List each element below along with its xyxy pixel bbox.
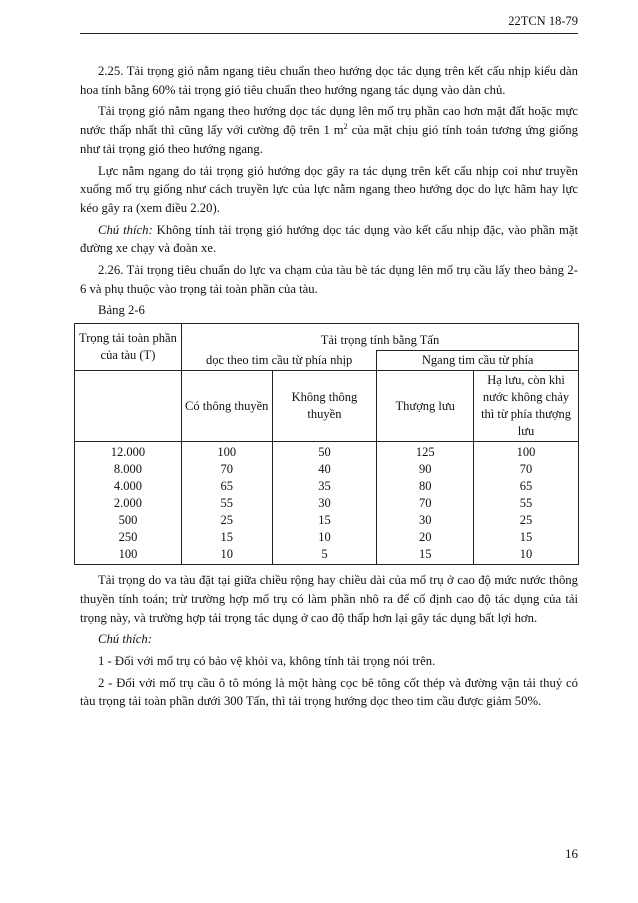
page-content [80, 62, 578, 714]
header-empty [75, 371, 182, 442]
paragraph-horizontal-force: Lực nằm ngang do tải trọng gió hướng dọc gây ra tác dụng trên kết cấu nhịp coi như truyền xuống mố trụ giống như cách truyền lực của lực nằm ngang theo hướng dọc do lực hãm hay lực kéo gây ra (xem điều 2.20). [80, 163, 578, 215]
superscript: 2 [343, 122, 348, 132]
note-label: Chú thích: [98, 632, 152, 647]
table-caption: Bảng 2-6 [98, 303, 145, 318]
table-cell: 70 [519, 462, 533, 477]
text: của mặt chịu gió tính toán tương ứng giống như tải trọng gió theo hướng ngang. [80, 123, 578, 156]
note-item-2: 2 - Đối với mố trụ cầu ô tô móng là một hàng cọc bê tông cốt thép và đường vận tải thuỷ có tàu trọng tải toàn phần dưới 300 Tấn, thì tải trọng hướng dọc theo tim cầu được giảm 50%. [80, 675, 578, 709]
table-cell: 10 [318, 530, 331, 545]
table-cell: 25 [220, 513, 233, 528]
table-cell: 15 [318, 513, 331, 528]
paragraph-2-26: 2.26. Tải trọng tiêu chuẩn do lực va chạm của tàu bè tác dụng lên mố trụ cầu lấy theo bảng 2-6 và phụ thuộc vào trọng tải toàn phần của tàu. [80, 263, 578, 296]
header-rule [80, 33, 578, 34]
header-across-axis: Ngang tim cầu từ phía [377, 351, 579, 371]
table-cell: 250 [118, 530, 138, 545]
paragraph-2-25: 2.25. Tải trọng gió nằm ngang tiêu chuẩn theo hướng dọc tác dụng trên kết cấu nhịp kiểu dàn hoa tính bằng 60% tải trọng gió tiêu chuẩn theo hướng ngang tác dụng vào dàn chủ. [80, 64, 578, 97]
note-label: Chú thích: [98, 222, 153, 237]
table-cell: 15 [418, 547, 432, 562]
column-ship-values [75, 442, 182, 565]
table-cell: 2.000 [113, 496, 143, 511]
column-non-navigable-values [272, 442, 377, 565]
header-navigable: Có thông thuyền [181, 371, 272, 442]
table-cell: 40 [318, 462, 331, 477]
table-cell: 5 [321, 547, 328, 562]
table-cell: 8.000 [113, 462, 143, 477]
table-cell: 90 [418, 462, 432, 477]
header-non-navigable: Không thông thuyền [272, 371, 377, 442]
paragraph-impact-location: Tải trọng do va tàu đặt tại giữa chiều rộng hay chiều dài của mố trụ ở cao độ mức nước thông thuyền tính toán; trừ trường hợp mố trụ có làm phần nhô ra để cố định cao độ tác dụng của tải trọng này, và trường hợp tải trọng tác dụng ở cao độ thấp hơn lại gây tác dụng bất lợi hơn. [80, 573, 578, 625]
column-downstream-values [474, 442, 579, 565]
table-cell: 10 [220, 547, 233, 562]
table-cell: 100 [217, 445, 237, 460]
table-cell: 100 [516, 445, 536, 460]
table-cell: 20 [418, 530, 432, 545]
column-navigable-values [181, 442, 272, 565]
table-cell: 80 [418, 479, 432, 494]
table-2-6 [74, 323, 579, 565]
table-cell: 100 [118, 547, 138, 562]
table-cell: 25 [519, 513, 533, 528]
note-item-1: 1 - Đối với mố trụ có bảo vệ khỏi va, không tính tải trọng nói trên. [98, 653, 436, 668]
table-cell: 65 [220, 479, 233, 494]
table-cell: 10 [519, 547, 533, 562]
table-cell: 15 [519, 530, 533, 545]
note-text: Không tính tải trọng gió hướng dọc tác dụng vào kết cấu nhịp đặc, vào phần mặt đường xe chạy và đoàn xe. [80, 222, 578, 256]
table-cell: 500 [118, 513, 138, 528]
note-heading [80, 630, 578, 649]
table-cell: 125 [415, 445, 435, 460]
paragraph-note-wind [80, 221, 578, 258]
header-downstream: Hạ lưu, còn khi nước không chảy thì từ phía thượng lưu [474, 371, 579, 442]
paragraph-wind-piers [80, 102, 578, 158]
table-cell: 50 [318, 445, 331, 460]
table-cell: 30 [418, 513, 432, 528]
header-along-axis: dọc theo tim cầu từ phía nhịp [181, 351, 376, 371]
document-code: 22TCN 18-79 [508, 14, 578, 28]
table-cell: 12.000 [110, 445, 146, 460]
header-ship-capacity: Trọng tải toàn phần của tàu (T) [75, 324, 182, 371]
page-number: 16 [565, 846, 578, 861]
table-cell: 70 [220, 462, 233, 477]
header-upstream: Thượng lưu [377, 371, 474, 442]
text: Tải trọng gió nằm ngang theo hướng dọc tác dụng lên mố trụ phần cao hơn mặt đất hoặc mực nước thấp nhất thì cũng lấy với cường độ trên 1 m [80, 104, 578, 138]
table-cell: 55 [519, 496, 533, 511]
header-load: Tải trọng tính bằng Tấn [181, 324, 578, 351]
table-cell: 55 [220, 496, 233, 511]
table-cell: 15 [220, 530, 233, 545]
table-cell: 70 [418, 496, 432, 511]
table-cell: 30 [318, 496, 331, 511]
table-cell: 65 [519, 479, 533, 494]
table-cell: 35 [318, 479, 331, 494]
table-cell: 4.000 [113, 479, 143, 494]
column-upstream-values [377, 442, 474, 565]
